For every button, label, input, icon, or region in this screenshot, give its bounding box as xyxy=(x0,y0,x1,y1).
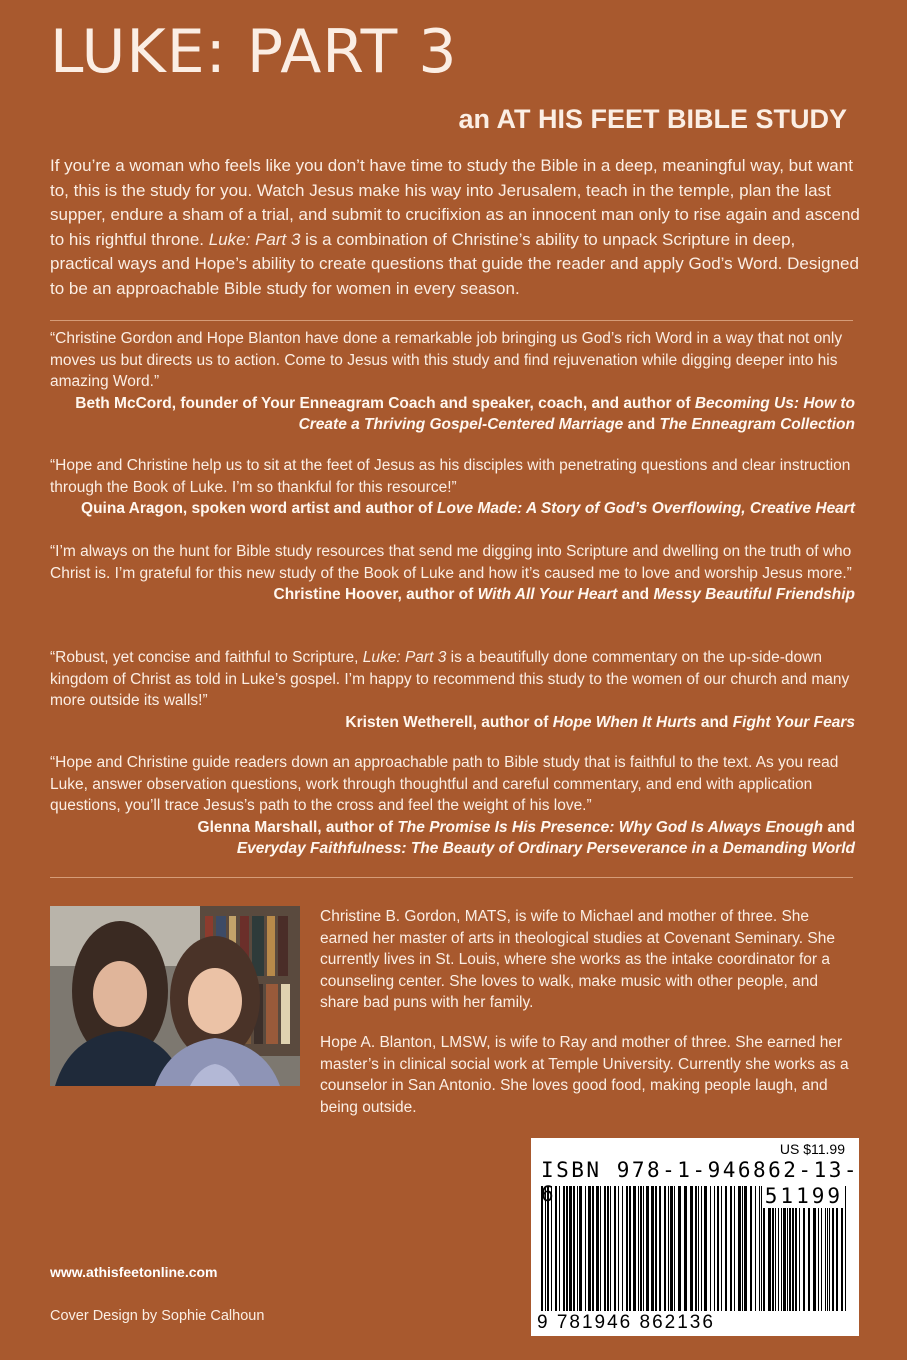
author-bio: Hope A. Blanton, LMSW, is wife to Ray and mother of three. She earned her master’s in clinical social work at Temple University. Currently she works as a counselor in San Antonio. She loves good food, making people laugh, and being outside. xyxy=(320,1034,849,1116)
endorsement-author: Kristen Wetherell, author of Hope When It Hurts and Fight Your Fears xyxy=(345,713,855,731)
book-description xyxy=(50,154,860,301)
barcode-bar xyxy=(622,1186,623,1311)
barcode-bar xyxy=(638,1186,639,1311)
divider xyxy=(50,320,853,321)
barcode-bar xyxy=(545,1186,546,1311)
endorsement xyxy=(50,752,855,860)
barcode-bar xyxy=(742,1186,743,1311)
barcode-bar xyxy=(614,1186,616,1311)
barcode-bar xyxy=(755,1186,756,1311)
barcode-bar xyxy=(717,1186,719,1311)
barcode-bar xyxy=(714,1186,715,1311)
barcode-bar xyxy=(704,1186,707,1311)
endorsement xyxy=(50,647,855,733)
barcode-bar xyxy=(640,1186,642,1311)
barcode-bar xyxy=(710,1186,711,1311)
barcode-bar xyxy=(563,1186,565,1311)
barcode-bar xyxy=(701,1186,702,1311)
barcode-bar xyxy=(596,1186,599,1311)
barcode-bar xyxy=(664,1186,666,1311)
barcode-bar xyxy=(670,1186,673,1311)
barcode-bar xyxy=(744,1186,747,1311)
endorsement-author: Christine Hoover, author of With All Your Heart and Messy Beautiful Friendship xyxy=(273,586,855,603)
barcode-bar xyxy=(725,1186,727,1311)
barcode-bar xyxy=(604,1186,606,1311)
cover-credit: Cover Design by Sophie Calhoun xyxy=(50,1308,265,1324)
price-addon: 51199 xyxy=(764,1184,843,1208)
barcode-bar xyxy=(759,1186,760,1311)
barcode-bar xyxy=(668,1186,669,1311)
barcode-bar xyxy=(618,1186,619,1311)
website-link[interactable]: www.athisfeetonline.com xyxy=(50,1264,218,1280)
barcode-bar xyxy=(684,1186,687,1311)
barcode-bar xyxy=(738,1186,741,1311)
barcode-bar xyxy=(607,1186,609,1311)
isbn-barcode xyxy=(531,1138,859,1336)
barcode-bar xyxy=(674,1186,675,1311)
barcode-bar xyxy=(698,1186,699,1311)
barcode-bar xyxy=(643,1186,644,1311)
endorsement-quote: “Robust, yet concise and faithful to Scripture, Luke: Part 3 is a beautifully done commentary on the up-side-down kingdom of Christ as told in Luke’s gospel. I’m happy to recommend this study to the women of our church and many more outside its walls!” xyxy=(50,649,850,709)
isbn-label: ISBN 978-1-946862-13- xyxy=(541,1158,860,1182)
barcode-bar xyxy=(734,1186,735,1311)
barcode-bar xyxy=(577,1186,578,1311)
endorsement-author: Quina Aragon, spoken word artist and author of Love Made: A Story of God’s Overflowing, Creative Heart xyxy=(81,500,855,517)
barcode-bar xyxy=(600,1186,601,1311)
endorsement-quote: “Hope and Christine guide readers down an approachable path to Bible study that is faithful to the text. As you read Luke, answer observation questions, work through thoughtful and careful commentary, and end with application questions, you’ll trace Jesus’s path to the cross and feel the weight of his love.” xyxy=(50,754,839,814)
barcode-bar xyxy=(659,1186,661,1311)
barcode-bar xyxy=(569,1186,572,1311)
barcode-bar xyxy=(695,1186,697,1311)
barcode-bar xyxy=(547,1186,549,1311)
barcode-bar xyxy=(845,1186,846,1311)
series-subtitle: an AT HIS FEET BIBLE STUDY xyxy=(458,104,847,134)
barcode-bar xyxy=(651,1186,654,1311)
book-title: LUKE: PART 3 xyxy=(50,17,458,87)
barcode-bar xyxy=(566,1186,568,1311)
endorsement-author: Beth McCord, founder of Your Enneagram Coach and speaker, coach, and author of Becoming Us: How to Create a Thriving Gospel-Centered Marriage and The Enneagram Collection xyxy=(75,394,855,433)
endorsement-author: Glenna Marshall, author of The Promise Is His Presence: Why God Is Always Enough and Everyday Faithfulness: The Beauty of Ordinary Perseverance in a Demanding World xyxy=(197,818,855,857)
endorsement xyxy=(50,455,855,520)
barcode-bar xyxy=(573,1186,575,1311)
barcode-bar xyxy=(579,1186,582,1311)
endorsement xyxy=(50,328,855,436)
barcode-bar xyxy=(592,1186,594,1311)
barcode-bar xyxy=(633,1186,636,1311)
barcode-bar xyxy=(551,1186,552,1311)
endorsement xyxy=(50,541,855,606)
barcode-bar xyxy=(555,1186,557,1311)
endorsement-quote: “Hope and Christine help us to sit at the feet of Jesus as his disciples with penetrating questions and clear instruction through the Book of Luke. I’m so thankful for this resource!” xyxy=(50,457,851,496)
divider xyxy=(50,877,853,878)
barcode-bar xyxy=(678,1186,681,1311)
book-name: Luke: Part 3 xyxy=(208,229,301,249)
endorsement-quote: “I’m always on the hunt for Bible study resources that send me digging into Scripture and dwelling on the truth of who Christ is. I’m grateful for this new study of the Book of Luke and how it’s caused me to love and worship Jesus more.” xyxy=(50,543,852,582)
barcode-bar xyxy=(610,1186,611,1311)
barcode-bar xyxy=(721,1186,722,1311)
barcode-bar xyxy=(626,1186,628,1311)
barcode-bar xyxy=(588,1186,591,1311)
barcode-bar xyxy=(585,1186,586,1311)
barcode-bar xyxy=(646,1186,649,1311)
barcode-bar xyxy=(541,1186,543,1311)
ean-number: 9 781946 862136 xyxy=(537,1312,715,1333)
barcode-bar xyxy=(559,1186,560,1311)
price-label: US $11.99 xyxy=(779,1141,845,1157)
barcode-bar xyxy=(629,1186,631,1311)
barcode-bar xyxy=(730,1186,732,1311)
barcode-bar xyxy=(750,1186,752,1311)
description-text: If you’re a woman who feels like you don’t have time to study the Bible in a deep, meaningful way, but want to, this is the study for you. Watch Jesus make his way into Jerusalem, teach in the temple, plan the last supper, endure a sham of a trial, and submit to crucifixion as an innocent man only to rise again and ascend to his rightful throne. xyxy=(50,156,860,249)
endorsement-quote: “Christine Gordon and Hope Blanton have done a remarkable job bringing us God’s rich Word in a way that not only moves us but directs us to action. Come to Jesus with this study and find rejuvenation while digging deeper into his amazing Word.” xyxy=(50,330,843,390)
description-text-end: is a combination of Christine’s ability to unpack Scripture in deep, practical ways and Hope’s ability to create questions that guide the reader and apply God’s Word. Designed to be an approachable Bible study for women in every season. xyxy=(50,229,859,298)
barcode-bar xyxy=(655,1186,657,1311)
author-bio: Christine B. Gordon, MATS, is wife to Michael and mother of three. She earned her master of arts in theological studies at Covenant Seminary. She currently lives in St. Louis, where she works as the intake coordinator for a counseling center. She loves to walk, make music with other people, and share bad puns with her family. xyxy=(320,908,835,1011)
author-photo xyxy=(50,906,300,1086)
barcode-bar xyxy=(690,1186,693,1311)
